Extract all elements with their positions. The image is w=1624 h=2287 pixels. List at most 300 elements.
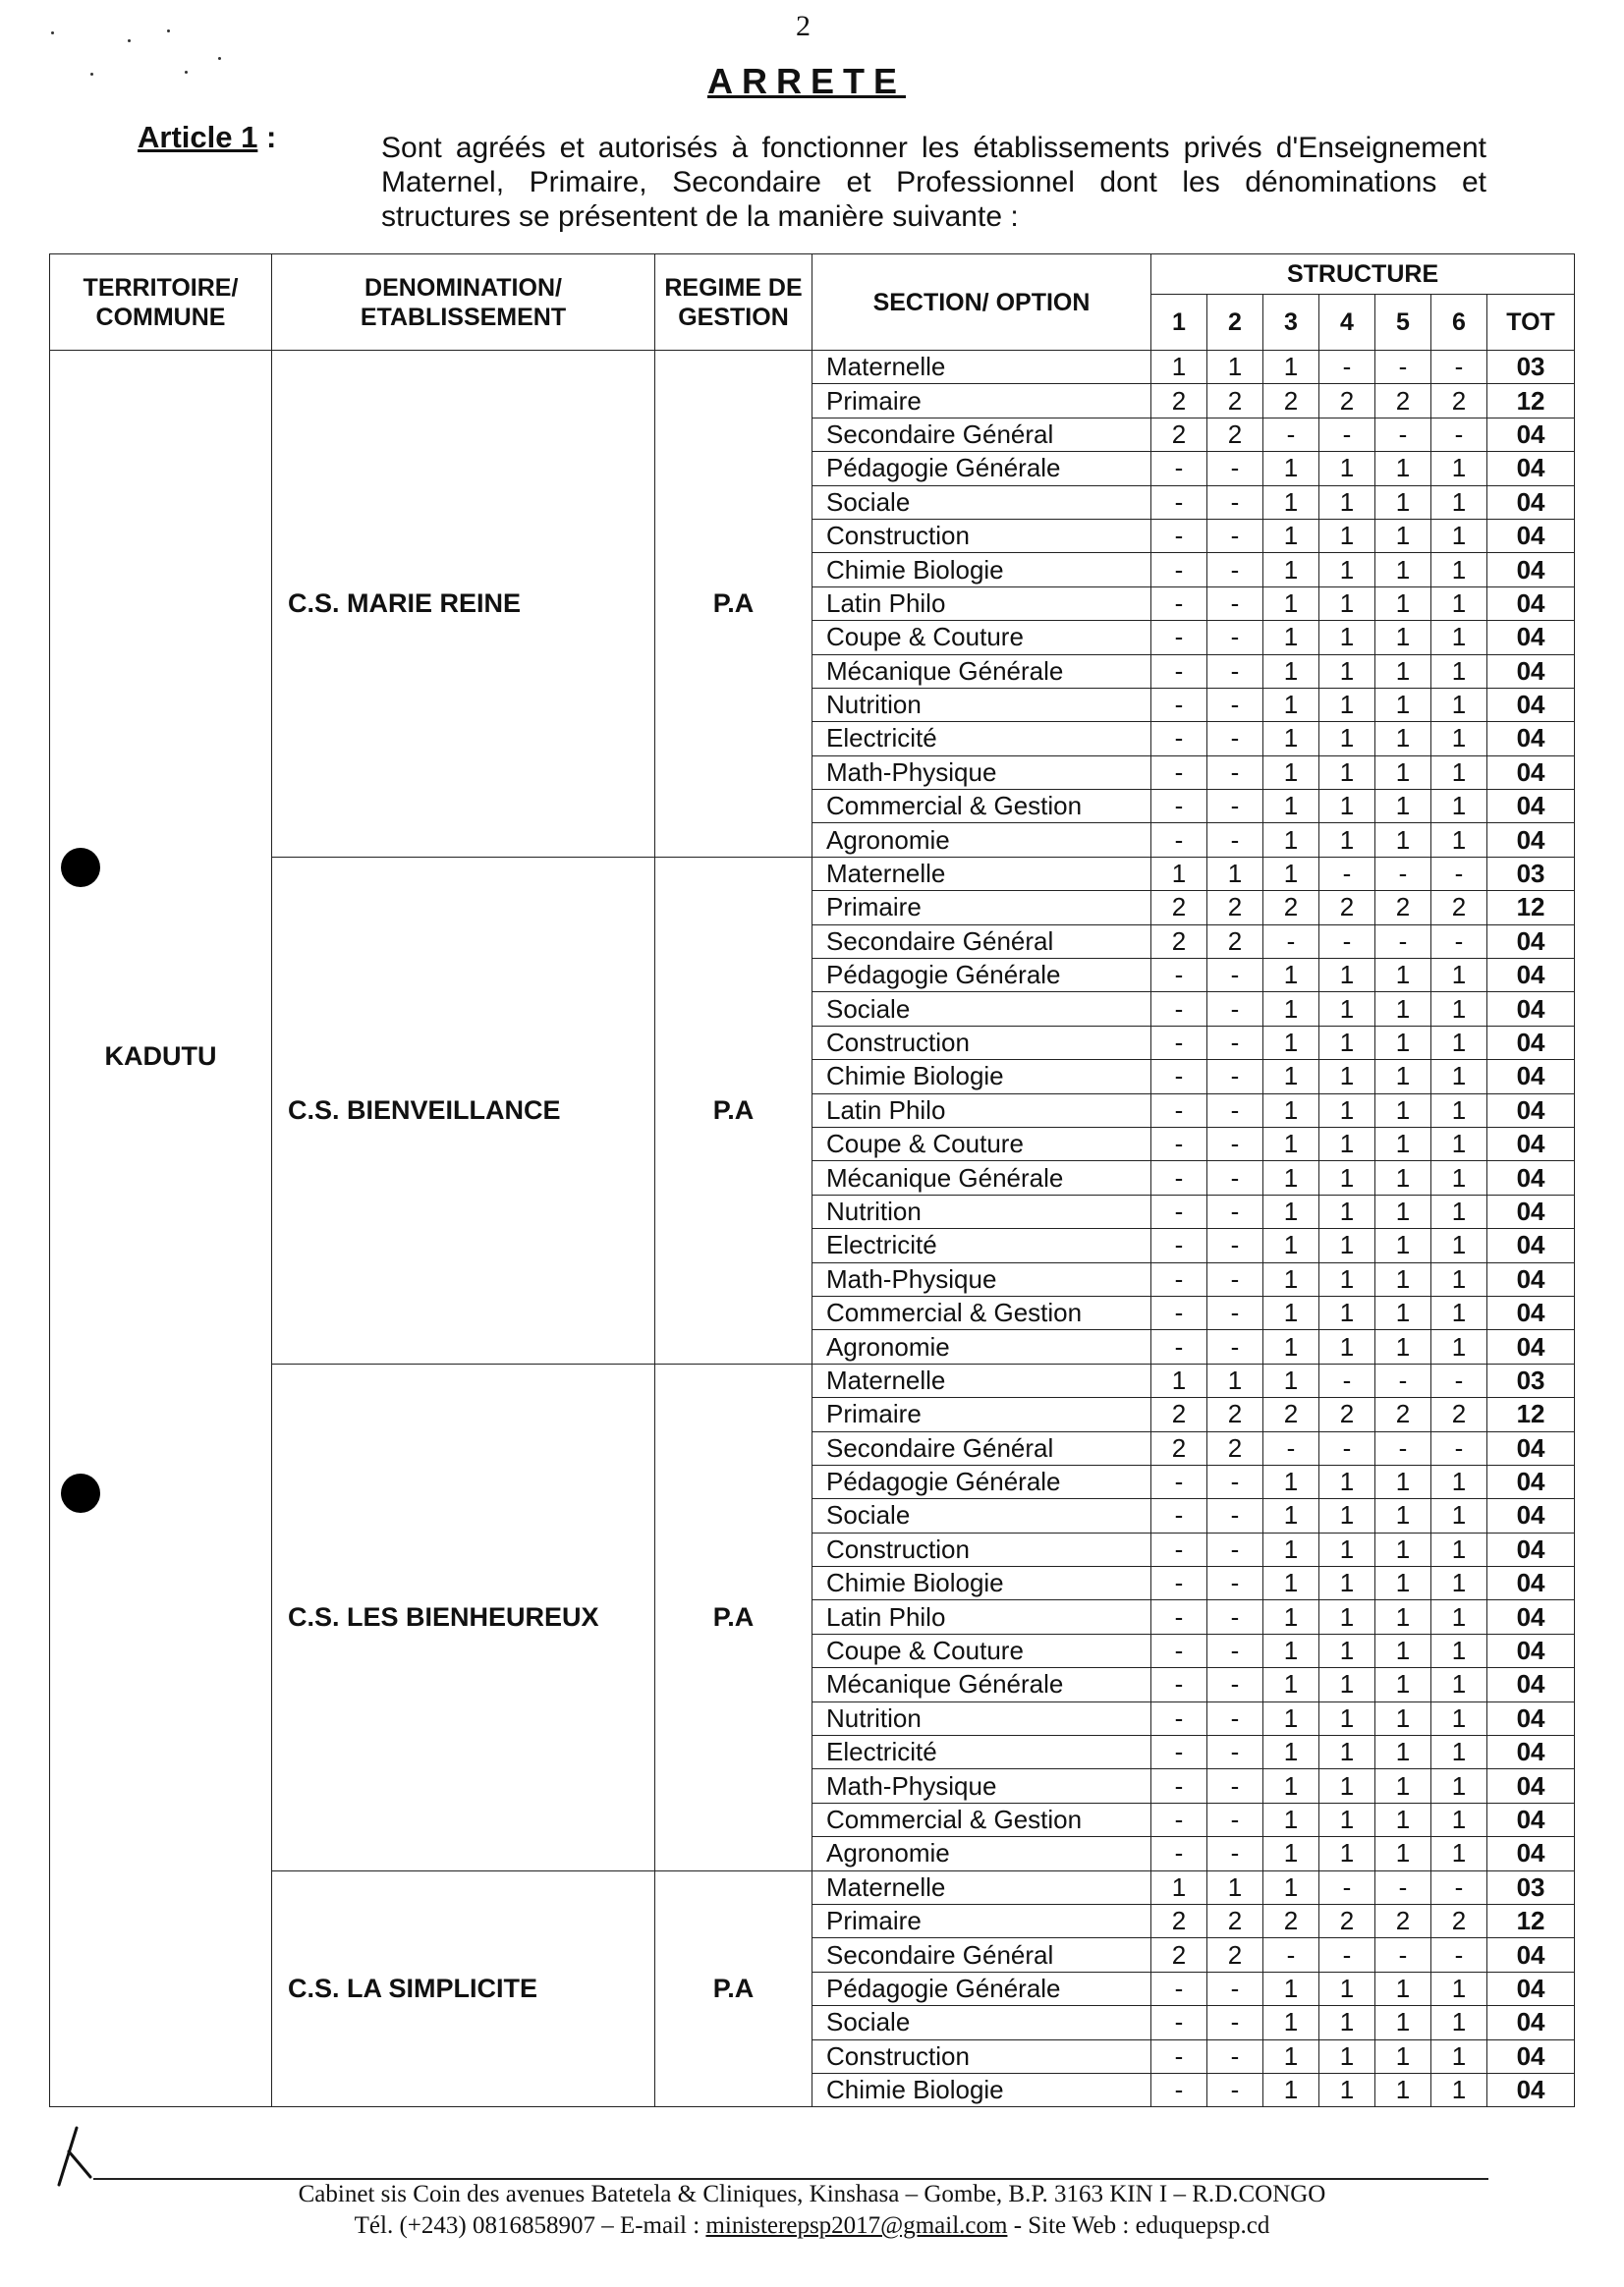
year-5-value: 2 (1375, 1904, 1431, 1937)
year-6-value: 1 (1431, 2073, 1487, 2106)
section-option: Primaire (812, 1904, 1151, 1937)
total-value: 04 (1487, 1195, 1575, 1228)
year-3-value: 1 (1263, 2073, 1319, 2106)
year-6-value: 1 (1431, 1093, 1487, 1127)
year-6-value: 1 (1431, 2039, 1487, 2073)
year-6-value: - (1431, 418, 1487, 451)
year-6-value: 1 (1431, 1229, 1487, 1262)
year-4-value: 1 (1319, 1972, 1375, 2005)
scan-speck (218, 57, 221, 60)
total-value: 04 (1487, 1701, 1575, 1735)
year-1-value: - (1151, 1499, 1207, 1533)
total-value: 04 (1487, 1465, 1575, 1498)
year-6-value: 1 (1431, 1195, 1487, 1228)
year-2-value: - (1207, 1769, 1263, 1803)
year-5-value: 1 (1375, 1161, 1431, 1195)
year-6-value: 1 (1431, 1533, 1487, 1566)
year-5-value: 1 (1375, 2039, 1431, 2073)
year-6-value: 1 (1431, 823, 1487, 857)
year-4-value: 1 (1319, 452, 1375, 485)
year-2-value: - (1207, 2073, 1263, 2106)
year-6-value: 1 (1431, 1769, 1487, 1803)
page-number: 2 (796, 10, 811, 42)
year-5-value: 1 (1375, 755, 1431, 789)
scan-speck (128, 39, 131, 42)
year-4-value: 1 (1319, 959, 1375, 992)
section-option: Construction (812, 1026, 1151, 1059)
section-option: Secondaire Général (812, 418, 1151, 451)
total-value: 03 (1487, 857, 1575, 890)
section-option: Mécanique Générale (812, 654, 1151, 688)
year-1-value: - (1151, 992, 1207, 1026)
year-1-value: - (1151, 755, 1207, 789)
year-2-value: 1 (1207, 1870, 1263, 1904)
total-value: 04 (1487, 1499, 1575, 1533)
table-row (50, 857, 1575, 890)
year-3-value: 1 (1263, 857, 1319, 890)
section-option: Math-Physique (812, 1769, 1151, 1803)
year-1-value: - (1151, 2073, 1207, 2106)
year-5-value: 1 (1375, 1972, 1431, 2005)
total-value: 04 (1487, 1093, 1575, 1127)
year-2-value: - (1207, 1060, 1263, 1093)
section-option: Commercial & Gestion (812, 1296, 1151, 1329)
year-1-value: - (1151, 1803, 1207, 1836)
header-year-3: 3 (1263, 295, 1319, 351)
year-3-value: 1 (1263, 1499, 1319, 1533)
total-value: 04 (1487, 2039, 1575, 2073)
year-3-value: - (1263, 924, 1319, 958)
year-5-value: 1 (1375, 519, 1431, 552)
header-tot: TOT (1487, 295, 1575, 351)
year-3-value: 1 (1263, 1229, 1319, 1262)
year-1-value: 2 (1151, 891, 1207, 924)
total-value: 04 (1487, 485, 1575, 519)
territoire-cell (50, 351, 272, 2107)
year-2-value: - (1207, 1465, 1263, 1498)
year-3-value: 1 (1263, 1330, 1319, 1364)
year-2-value: - (1207, 1161, 1263, 1195)
year-6-value: 1 (1431, 1161, 1487, 1195)
year-4-value: 1 (1319, 1668, 1375, 1701)
total-value: 04 (1487, 1431, 1575, 1465)
section-option: Coupe & Couture (812, 1127, 1151, 1160)
year-3-value: 1 (1263, 1161, 1319, 1195)
total-value: 04 (1487, 519, 1575, 552)
year-3-value: 1 (1263, 1837, 1319, 1870)
year-1-value: - (1151, 1837, 1207, 1870)
year-6-value: 1 (1431, 1465, 1487, 1498)
section-option: Electricité (812, 722, 1151, 755)
year-3-value: 1 (1263, 351, 1319, 384)
article-label (138, 120, 276, 155)
year-5-value: 1 (1375, 586, 1431, 620)
year-6-value: 1 (1431, 586, 1487, 620)
year-4-value: 1 (1319, 2006, 1375, 2039)
section-option: Maternelle (812, 1870, 1151, 1904)
year-6-value: 1 (1431, 553, 1487, 586)
section-option: Coupe & Couture (812, 1634, 1151, 1667)
section-option: Pédagogie Générale (812, 452, 1151, 485)
year-1-value: - (1151, 1262, 1207, 1296)
year-4-value: 1 (1319, 1262, 1375, 1296)
document-heading: ARRETE (707, 61, 907, 101)
year-3-value: 1 (1263, 1600, 1319, 1634)
year-4-value: - (1319, 1938, 1375, 1972)
year-1-value: - (1151, 586, 1207, 620)
article-text: Sont agréés et autorisés à fonctionner les établissements privés d'Enseignement Maternel, Primaire, Secondaire et Professionnel dont les dénominations et structures se présentent de la manière suivante : (381, 132, 1486, 233)
year-3-value: 1 (1263, 654, 1319, 688)
year-4-value: 1 (1319, 1229, 1375, 1262)
year-3-value: 2 (1263, 1398, 1319, 1431)
year-4-value: 2 (1319, 1398, 1375, 1431)
year-2-value: - (1207, 1600, 1263, 1634)
year-6-value: 2 (1431, 384, 1487, 418)
section-option: Math-Physique (812, 1262, 1151, 1296)
section-option: Coupe & Couture (812, 621, 1151, 654)
year-5-value: 1 (1375, 1296, 1431, 1329)
year-3-value: 1 (1263, 2006, 1319, 2039)
year-5-value: 1 (1375, 823, 1431, 857)
year-6-value: 1 (1431, 1127, 1487, 1160)
section-option: Latin Philo (812, 1600, 1151, 1634)
total-value: 04 (1487, 1567, 1575, 1600)
year-4-value: 1 (1319, 823, 1375, 857)
year-3-value: - (1263, 1938, 1319, 1972)
year-5-value: - (1375, 351, 1431, 384)
year-4-value: 2 (1319, 891, 1375, 924)
year-3-value: 1 (1263, 553, 1319, 586)
footer-address: Cabinet sis Coin des avenues Batetela & Cliniques, Kinshasa – Gombe, B.P. 3163 KIN I – R.D.CONGO (298, 2181, 1326, 2207)
year-2-value: - (1207, 485, 1263, 519)
header-section: SECTION/ OPTION (812, 254, 1151, 351)
year-2-value: - (1207, 1736, 1263, 1769)
year-4-value: - (1319, 1870, 1375, 1904)
year-5-value: 1 (1375, 553, 1431, 586)
year-2-value: 2 (1207, 1938, 1263, 1972)
total-value: 04 (1487, 1803, 1575, 1836)
year-5-value: 1 (1375, 959, 1431, 992)
footer-divider (93, 2178, 1488, 2180)
year-6-value: 1 (1431, 621, 1487, 654)
year-6-value: 1 (1431, 1499, 1487, 1533)
year-4-value: - (1319, 857, 1375, 890)
table-row (50, 1364, 1575, 1397)
section-option: Secondaire Général (812, 924, 1151, 958)
year-2-value: - (1207, 452, 1263, 485)
year-4-value: - (1319, 351, 1375, 384)
year-2-value: - (1207, 1668, 1263, 1701)
year-6-value: 1 (1431, 1060, 1487, 1093)
footer-contact (0, 2212, 1624, 2240)
total-value: 04 (1487, 1837, 1575, 1870)
section-option: Latin Philo (812, 586, 1151, 620)
year-5-value: 1 (1375, 1499, 1431, 1533)
total-value: 04 (1487, 418, 1575, 451)
punch-hole (61, 848, 100, 887)
year-1-value: - (1151, 1736, 1207, 1769)
year-2-value: - (1207, 1837, 1263, 1870)
year-3-value: 1 (1263, 2039, 1319, 2073)
year-5-value: 1 (1375, 1803, 1431, 1836)
year-4-value: 1 (1319, 1837, 1375, 1870)
year-4-value: 1 (1319, 1634, 1375, 1667)
year-3-value: 1 (1263, 485, 1319, 519)
year-2-value: - (1207, 1026, 1263, 1059)
total-value: 04 (1487, 2073, 1575, 2106)
section-option: Nutrition (812, 1195, 1151, 1228)
year-2-value: - (1207, 1803, 1263, 1836)
article-colon: : (257, 120, 277, 154)
year-2-value: 2 (1207, 1398, 1263, 1431)
year-4-value: 1 (1319, 790, 1375, 823)
year-3-value: 1 (1263, 1465, 1319, 1498)
total-value: 03 (1487, 1870, 1575, 1904)
punch-hole (61, 1474, 100, 1513)
header-year-5: 5 (1375, 295, 1431, 351)
year-6-value: 2 (1431, 1904, 1487, 1937)
year-5-value: - (1375, 418, 1431, 451)
total-value: 04 (1487, 1634, 1575, 1667)
year-1-value: 2 (1151, 1904, 1207, 1937)
year-1-value: - (1151, 485, 1207, 519)
section-option: Nutrition (812, 1701, 1151, 1735)
year-3-value: 1 (1263, 1296, 1319, 1329)
year-1-value: - (1151, 452, 1207, 485)
year-6-value: 1 (1431, 992, 1487, 1026)
header-structure: STRUCTURE (1151, 254, 1575, 295)
year-5-value: - (1375, 1364, 1431, 1397)
year-5-value: 1 (1375, 1060, 1431, 1093)
year-2-value: - (1207, 688, 1263, 721)
year-1-value: - (1151, 621, 1207, 654)
total-value: 04 (1487, 1938, 1575, 1972)
year-6-value: 1 (1431, 654, 1487, 688)
year-1-value: - (1151, 1600, 1207, 1634)
section-option: Nutrition (812, 688, 1151, 721)
year-6-value: - (1431, 857, 1487, 890)
year-6-value: 1 (1431, 1803, 1487, 1836)
year-1-value: - (1151, 959, 1207, 992)
section-option: Secondaire Général (812, 1431, 1151, 1465)
total-value: 03 (1487, 1364, 1575, 1397)
year-3-value: 1 (1263, 1060, 1319, 1093)
establishment-name: C.S. MARIE REINE (272, 351, 655, 858)
year-4-value: 1 (1319, 1465, 1375, 1498)
year-4-value: 1 (1319, 1533, 1375, 1566)
total-value: 04 (1487, 452, 1575, 485)
year-3-value: 1 (1263, 1364, 1319, 1397)
year-2-value: - (1207, 621, 1263, 654)
year-6-value: 1 (1431, 1330, 1487, 1364)
total-value: 04 (1487, 553, 1575, 586)
year-6-value: 1 (1431, 452, 1487, 485)
year-4-value: 1 (1319, 1093, 1375, 1127)
year-4-value: 1 (1319, 755, 1375, 789)
section-option: Primaire (812, 384, 1151, 418)
year-5-value: 1 (1375, 1262, 1431, 1296)
header-year-1: 1 (1151, 295, 1207, 351)
year-1-value: - (1151, 2006, 1207, 2039)
year-5-value: - (1375, 1938, 1431, 1972)
section-option: Sociale (812, 485, 1151, 519)
total-value: 12 (1487, 1904, 1575, 1937)
year-3-value: 1 (1263, 1026, 1319, 1059)
total-value: 12 (1487, 891, 1575, 924)
year-5-value: 1 (1375, 621, 1431, 654)
year-3-value: 1 (1263, 1127, 1319, 1160)
section-option: Primaire (812, 891, 1151, 924)
year-3-value: 1 (1263, 1533, 1319, 1566)
year-4-value: 1 (1319, 1567, 1375, 1600)
total-value: 04 (1487, 621, 1575, 654)
year-6-value: 1 (1431, 519, 1487, 552)
year-2-value: - (1207, 654, 1263, 688)
year-5-value: 1 (1375, 452, 1431, 485)
year-2-value: - (1207, 959, 1263, 992)
year-6-value: 1 (1431, 1567, 1487, 1600)
year-4-value: 1 (1319, 1161, 1375, 1195)
year-5-value: 2 (1375, 1398, 1431, 1431)
total-value: 12 (1487, 1398, 1575, 1431)
total-value: 04 (1487, 1026, 1575, 1059)
header-year-4: 4 (1319, 295, 1375, 351)
year-5-value: 1 (1375, 1769, 1431, 1803)
total-value: 04 (1487, 1736, 1575, 1769)
year-5-value: 1 (1375, 654, 1431, 688)
year-5-value: 1 (1375, 1026, 1431, 1059)
year-2-value: 2 (1207, 1904, 1263, 1937)
year-6-value: 1 (1431, 755, 1487, 789)
year-5-value: 1 (1375, 790, 1431, 823)
year-1-value: - (1151, 1533, 1207, 1566)
year-2-value: - (1207, 722, 1263, 755)
regime-gestion: P.A (655, 1364, 812, 1870)
year-6-value: 1 (1431, 1296, 1487, 1329)
year-1-value: 2 (1151, 1431, 1207, 1465)
section-option: Construction (812, 519, 1151, 552)
year-4-value: 1 (1319, 1736, 1375, 1769)
year-1-value: - (1151, 1229, 1207, 1262)
year-2-value: - (1207, 1262, 1263, 1296)
year-5-value: 1 (1375, 1668, 1431, 1701)
year-1-value: - (1151, 1060, 1207, 1093)
section-option: Mécanique Générale (812, 1668, 1151, 1701)
year-3-value: 1 (1263, 959, 1319, 992)
year-5-value: 1 (1375, 2006, 1431, 2039)
year-4-value: 2 (1319, 384, 1375, 418)
year-3-value: 1 (1263, 823, 1319, 857)
year-1-value: 2 (1151, 924, 1207, 958)
year-3-value: 1 (1263, 992, 1319, 1026)
year-6-value: 1 (1431, 1837, 1487, 1870)
year-1-value: - (1151, 553, 1207, 586)
year-5-value: 1 (1375, 1837, 1431, 1870)
year-1-value: - (1151, 688, 1207, 721)
year-4-value: - (1319, 1431, 1375, 1465)
year-1-value: - (1151, 1668, 1207, 1701)
year-2-value: - (1207, 1533, 1263, 1566)
year-5-value: 1 (1375, 1465, 1431, 1498)
year-4-value: 1 (1319, 1499, 1375, 1533)
total-value: 04 (1487, 1127, 1575, 1160)
year-4-value: 1 (1319, 1701, 1375, 1735)
year-4-value: 1 (1319, 1600, 1375, 1634)
year-2-value: - (1207, 992, 1263, 1026)
footer-phone: Tél. (+243) 0816858907 – E-mail : (354, 2212, 706, 2239)
year-6-value: 1 (1431, 1634, 1487, 1667)
total-value: 04 (1487, 992, 1575, 1026)
year-4-value: 1 (1319, 1803, 1375, 1836)
table-row (50, 1870, 1575, 1904)
year-2-value: - (1207, 1634, 1263, 1667)
year-4-value: 1 (1319, 1296, 1375, 1329)
year-1-value: - (1151, 1296, 1207, 1329)
year-3-value: 1 (1263, 1567, 1319, 1600)
section-option: Chimie Biologie (812, 1060, 1151, 1093)
total-value: 04 (1487, 1600, 1575, 1634)
year-2-value: - (1207, 1499, 1263, 1533)
year-4-value: 1 (1319, 1127, 1375, 1160)
year-5-value: 1 (1375, 992, 1431, 1026)
scan-speck (90, 73, 93, 76)
section-option: Maternelle (812, 1364, 1151, 1397)
section-option: Electricité (812, 1229, 1151, 1262)
year-3-value: 1 (1263, 452, 1319, 485)
year-5-value: 1 (1375, 1330, 1431, 1364)
year-3-value: 1 (1263, 688, 1319, 721)
total-value: 04 (1487, 688, 1575, 721)
year-2-value: - (1207, 1093, 1263, 1127)
year-3-value: 1 (1263, 1262, 1319, 1296)
year-6-value: 1 (1431, 1026, 1487, 1059)
total-value: 04 (1487, 1769, 1575, 1803)
year-3-value: 1 (1263, 519, 1319, 552)
year-2-value: - (1207, 1296, 1263, 1329)
total-value: 04 (1487, 1330, 1575, 1364)
year-1-value: - (1151, 1701, 1207, 1735)
year-6-value: 2 (1431, 1398, 1487, 1431)
year-3-value: 2 (1263, 891, 1319, 924)
header-year-6: 6 (1431, 295, 1487, 351)
year-3-value: 1 (1263, 586, 1319, 620)
year-5-value: 1 (1375, 1701, 1431, 1735)
year-6-value: 1 (1431, 1262, 1487, 1296)
year-5-value: - (1375, 857, 1431, 890)
total-value: 04 (1487, 924, 1575, 958)
regime-gestion: P.A (655, 857, 812, 1364)
year-5-value: 1 (1375, 722, 1431, 755)
year-6-value: 1 (1431, 790, 1487, 823)
year-4-value: 1 (1319, 1060, 1375, 1093)
section-option: Commercial & Gestion (812, 790, 1151, 823)
establishment-name: C.S. BIENVEILLANCE (272, 857, 655, 1364)
section-option: Pédagogie Générale (812, 1972, 1151, 2005)
regime-gestion: P.A (655, 351, 812, 858)
section-option: Pédagogie Générale (812, 1465, 1151, 1498)
total-value: 04 (1487, 654, 1575, 688)
year-3-value: 1 (1263, 1634, 1319, 1667)
year-3-value: 1 (1263, 1195, 1319, 1228)
year-4-value: 1 (1319, 1769, 1375, 1803)
total-value: 04 (1487, 1972, 1575, 2005)
year-1-value: - (1151, 1195, 1207, 1228)
table-body (50, 351, 1575, 2107)
year-6-value: 1 (1431, 1600, 1487, 1634)
year-3-value: 1 (1263, 621, 1319, 654)
section-option: Math-Physique (812, 755, 1151, 789)
footer-email: ministerepsp2017@gmail.com (705, 2212, 1008, 2239)
